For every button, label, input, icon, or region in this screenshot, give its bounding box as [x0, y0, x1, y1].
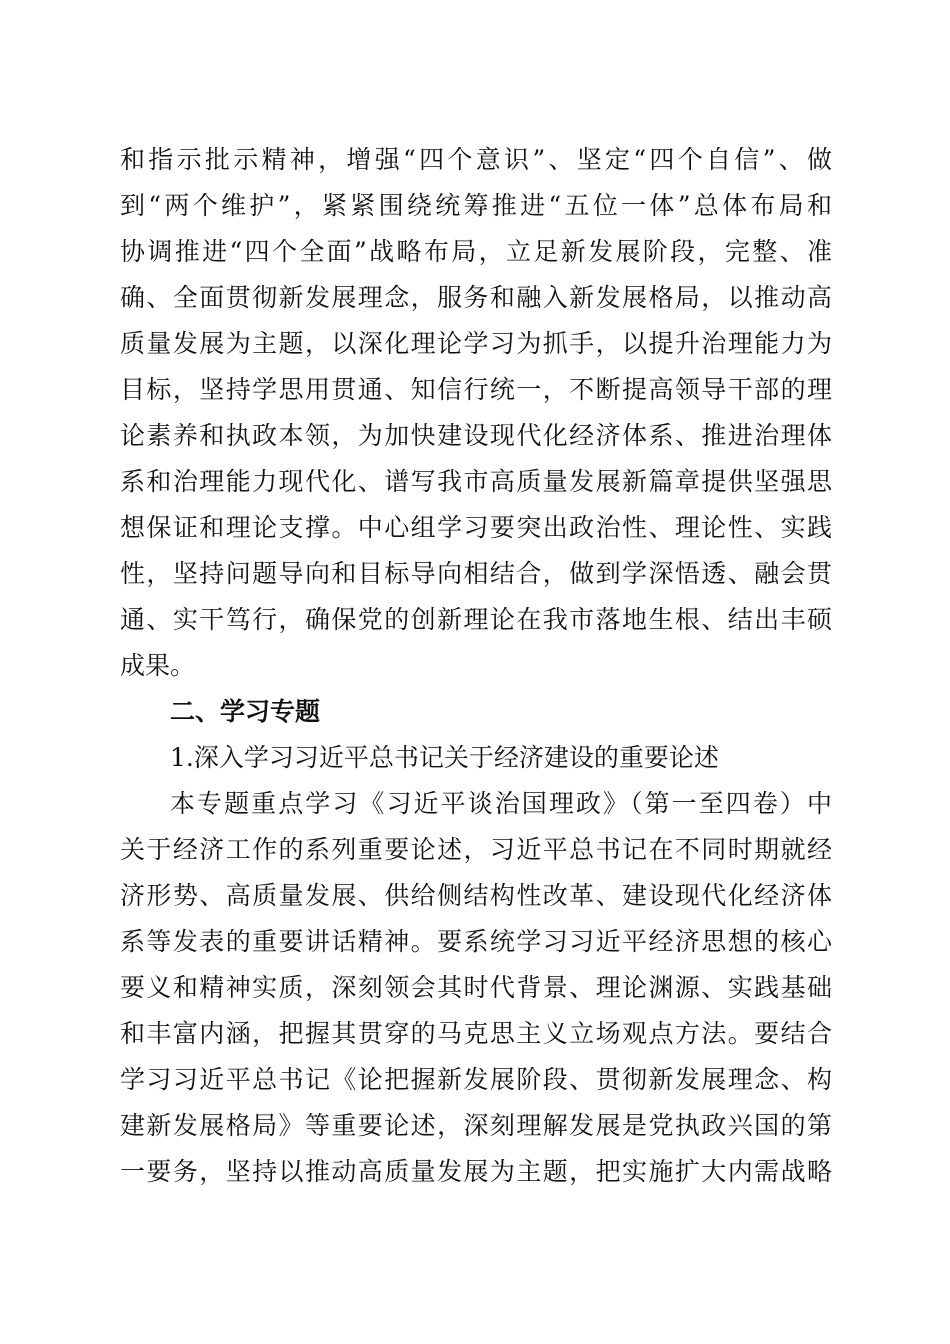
- paragraph-1-line: 到“两个维护”，紧紧围绕统筹推进“五位一体”总体布局和: [120, 191, 832, 220]
- paragraph-2-line: 关于经济工作的系列重要论述，习近平总书记在不同时期就经: [120, 835, 832, 864]
- paragraph-1-line: 成果。: [120, 651, 196, 680]
- paragraph-1-line: 确、全面贯彻新发展理念，服务和融入新发展格局，以推动高: [120, 283, 832, 312]
- paragraph-1-line: 想保证和理论支撑。中心组学习要突出政治性、理论性、实践: [120, 513, 832, 542]
- paragraph-1-line: 和指示批示精神，增强“四个意识”、坚定“四个自信”、做: [120, 145, 832, 174]
- paragraph-2-line: 一要务，坚持以推动高质量发展为主题，把实施扩大内需战略: [120, 1157, 832, 1186]
- subsection-heading: 1.深入学习习近平总书记关于经济建设的重要论述: [170, 743, 719, 772]
- paragraph-2-line: 济形势、高质量发展、供给侧结构性改革、建设现代化经济体: [120, 881, 832, 910]
- paragraph-1-line: 质量发展为主题，以深化理论学习为抓手，以提升治理能力为: [120, 329, 832, 358]
- paragraph-1-line: 协调推进“四个全面”战略布局，立足新发展阶段，完整、准: [120, 237, 832, 266]
- paragraph-1-line: 通、实干笃行，确保党的创新理论在我市落地生根、结出丰硕: [120, 605, 832, 634]
- paragraph-2-line: 本专题重点学习《习近平谈治国理政》（第一至四卷）中: [170, 789, 832, 818]
- paragraph-2-line: 建新发展格局》等重要论述，深刻理解发展是党执政兴国的第: [120, 1111, 832, 1140]
- section-heading: 二、学习专题: [170, 697, 321, 726]
- paragraph-1-line: 目标，坚持学思用贯通、知信行统一，不断提高领导干部的理: [120, 375, 832, 404]
- paragraph-1-line: 论素养和执政本领，为加快建设现代化经济体系、推进治理体: [120, 421, 832, 450]
- paragraph-2-line: 系等发表的重要讲话精神。要系统学习习近平经济思想的核心: [120, 927, 832, 956]
- paragraph-1-line: 性，坚持问题导向和目标导向相结合，做到学深悟透、融会贯: [120, 559, 832, 588]
- paragraph-1-line: 系和治理能力现代化、谱写我市高质量发展新篇章提供坚强思: [120, 467, 832, 496]
- paragraph-2-line: 学习习近平总书记《论把握新发展阶段、贯彻新发展理念、构: [120, 1065, 832, 1094]
- paragraph-2-line: 和丰富内涵，把握其贯穿的马克思主义立场观点方法。要结合: [120, 1019, 832, 1048]
- paragraph-2-line: 要义和精神实质，深刻领会其时代背景、理论渊源、实践基础: [120, 973, 832, 1002]
